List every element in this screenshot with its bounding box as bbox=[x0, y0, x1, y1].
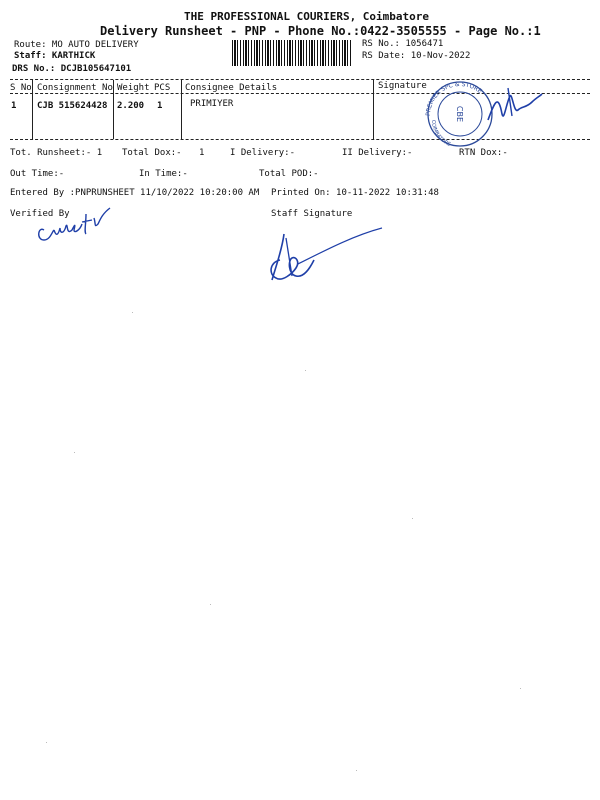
i-delivery: I Delivery:- bbox=[230, 148, 296, 158]
total-runsheet: Tot. Runsheet:- 1 bbox=[10, 148, 103, 158]
out-time: Out Time:- bbox=[10, 169, 65, 179]
drs-number: DRS No.: DCJB105647101 bbox=[12, 64, 132, 74]
printed-on: Printed On: 10-11-2022 10:31:48 bbox=[271, 188, 439, 198]
row-sno: 1 bbox=[11, 101, 17, 111]
row-weight: 2.200 bbox=[117, 101, 145, 111]
col-header-consignment: Consignment No bbox=[37, 83, 113, 93]
col-divider bbox=[181, 80, 182, 139]
scan-speck bbox=[412, 518, 413, 519]
scan-speck bbox=[305, 370, 306, 371]
entered-by: Entered By :PNPRUNSHEET 11/10/2022 10:20:00 AM bbox=[10, 188, 260, 198]
scan-speck bbox=[356, 770, 357, 771]
in-time: In Time:- bbox=[139, 169, 188, 179]
table-bottom-rule bbox=[10, 139, 590, 140]
col-divider bbox=[373, 80, 374, 139]
col-divider bbox=[113, 80, 114, 139]
row-pcs: 1 bbox=[157, 101, 163, 111]
col-header-sno: S No bbox=[10, 83, 32, 93]
table-top-rule bbox=[10, 79, 590, 80]
col-header-weight: Weight bbox=[117, 83, 150, 93]
col-divider bbox=[32, 80, 33, 139]
stamp-bottom-text: COIMBATORE bbox=[429, 119, 452, 148]
col-header-pcs: PCS bbox=[154, 83, 171, 93]
staff-signature bbox=[262, 222, 392, 292]
total-dox-value: 1 bbox=[199, 148, 205, 158]
stamp-center-text: CBE bbox=[455, 105, 464, 123]
runsheet-subtitle: Delivery Runsheet - PNP - Phone No.:0422-3505555 - Page No.:1 bbox=[100, 24, 541, 38]
verified-by-label: Verified By bbox=[10, 209, 70, 219]
stamp-top-text: PREMIER SPC & STORE bbox=[424, 80, 484, 117]
rtn-dox: RTN Dox:- bbox=[459, 148, 508, 158]
verifier-signature bbox=[30, 200, 130, 245]
total-dox-label: Total Dox:- bbox=[122, 148, 182, 158]
staff-label: Staff: KARTHICK bbox=[14, 51, 96, 61]
route-label: Route: MO AUTO DELIVERY bbox=[14, 40, 139, 50]
row-consignment-no: CJB 515624428 bbox=[37, 101, 108, 111]
company-title: THE PROFESSIONAL COURIERS, Coimbatore bbox=[184, 10, 430, 23]
row-consignee: PRIMIYER bbox=[190, 99, 234, 109]
scan-speck bbox=[210, 604, 211, 605]
scan-speck bbox=[520, 688, 521, 689]
ii-delivery: II Delivery:- bbox=[342, 148, 413, 158]
scan-speck bbox=[74, 452, 75, 453]
svg-text:PREMIER SPC & STORE bbox=[425, 81, 483, 116]
col-header-signature: Signature bbox=[378, 81, 427, 91]
staff-signature-label: Staff Signature bbox=[271, 209, 353, 219]
scan-speck bbox=[132, 312, 133, 313]
scan-speck bbox=[46, 742, 47, 743]
rs-date: RS Date: 10-Nov-2022 bbox=[362, 51, 471, 61]
receiver-signature bbox=[484, 84, 544, 126]
col-header-consignee: Consignee Details bbox=[185, 83, 278, 93]
total-pod: Total POD:- bbox=[259, 169, 319, 179]
rs-number: RS No.: 1056471 bbox=[362, 39, 444, 49]
barcode bbox=[232, 40, 352, 66]
